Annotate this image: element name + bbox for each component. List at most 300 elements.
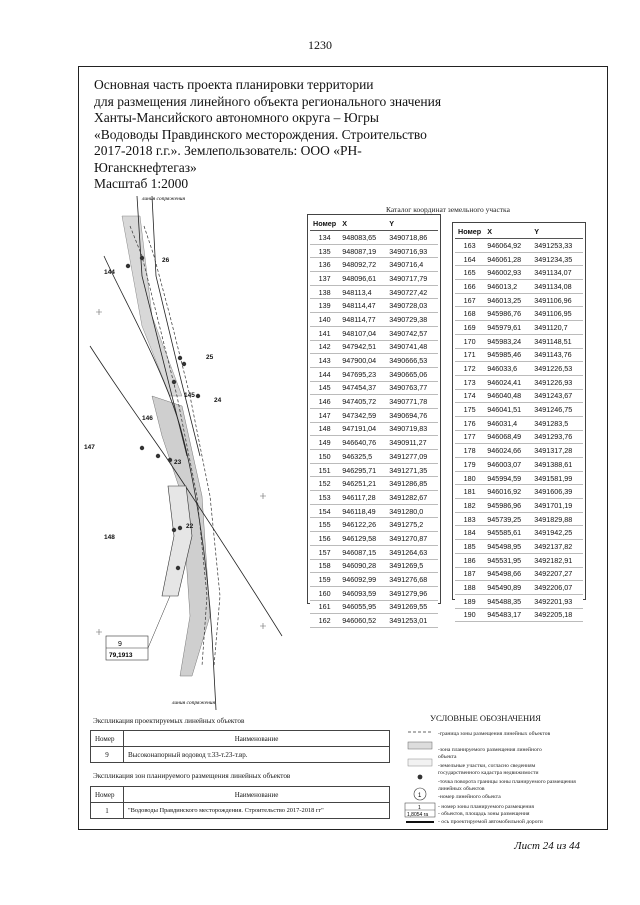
x-coordinate: 945983,24 <box>484 334 531 348</box>
y-coordinate: 3490742,57 <box>386 326 438 340</box>
y-coordinate: 3491829,88 <box>531 512 583 526</box>
object-area: 79,1913 <box>109 652 133 659</box>
y-coordinate: 3491701,19 <box>531 499 583 513</box>
coordinate-row <box>310 408 438 422</box>
x-coordinate: 946068,49 <box>484 430 531 444</box>
coordinate-row <box>310 422 438 436</box>
x-coordinate: 948087,19 <box>339 244 386 258</box>
x-coordinate: 946060,52 <box>339 614 386 628</box>
y-coordinate: 3491106,95 <box>531 307 583 321</box>
point-number: 175 <box>455 403 484 417</box>
y-coordinate: 3491275,2 <box>386 518 438 532</box>
point-number: 162 <box>310 614 339 628</box>
turning-point <box>140 256 144 260</box>
expl-header-name: Наименование <box>124 787 390 803</box>
coordinate-row <box>455 594 583 608</box>
point-number: 141 <box>310 326 339 340</box>
point-number: 186 <box>455 553 484 567</box>
x-coordinate: 947942,51 <box>339 340 386 354</box>
x-coordinate: 945531,95 <box>484 553 531 567</box>
y-coordinate: 3491269,55 <box>386 600 438 614</box>
coordinate-row <box>310 504 438 518</box>
y-coordinate: 3491246,75 <box>531 403 583 417</box>
point-number: 189 <box>455 594 484 608</box>
coordinate-row <box>455 430 583 444</box>
road-axis-symbol <box>404 818 436 826</box>
x-coordinate: 946087,15 <box>339 545 386 559</box>
x-coordinate: 947342,59 <box>339 408 386 422</box>
y-coordinate: 3491276,68 <box>386 573 438 587</box>
coordinate-row <box>310 244 438 258</box>
coordinate-row <box>310 231 438 245</box>
turning-point-symbol <box>418 775 423 780</box>
x-coordinate: 946024,66 <box>484 444 531 458</box>
y-coordinate: 3491148,51 <box>531 334 583 348</box>
point-number: 158 <box>310 559 339 573</box>
x-coordinate: 945585,61 <box>484 526 531 540</box>
coordinate-row <box>455 375 583 389</box>
point-number: 152 <box>310 477 339 491</box>
turning-point <box>172 528 176 532</box>
x-coordinate: 945986,96 <box>484 499 531 513</box>
coordinate-row <box>310 313 438 327</box>
legend-item: -номер линейного объекта <box>438 794 501 800</box>
y-coordinate: 3491269,5 <box>386 559 438 573</box>
coordinate-row <box>310 354 438 368</box>
title-line: «Водоводы Правдинского месторождения. Строительство <box>94 126 427 142</box>
col-header-y: Y <box>386 217 438 231</box>
legend-item: -зона планируемого размещения линейного объекта <box>438 747 542 760</box>
coordinate-row <box>455 567 583 581</box>
point-label: 145 <box>184 392 195 399</box>
catalog-title: Каталог координат земельного участка <box>386 205 510 214</box>
catalog-table-left-frame <box>307 214 441 626</box>
coordinate-row <box>310 518 438 532</box>
y-coordinate: 3491282,67 <box>386 491 438 505</box>
x-coordinate: 946024,41 <box>484 375 531 389</box>
x-coordinate: 947191,04 <box>339 422 386 436</box>
point-number: 188 <box>455 581 484 595</box>
point-number: 177 <box>455 430 484 444</box>
title-line: Юганскнефтегаз» <box>94 159 197 175</box>
y-coordinate: 3490716,93 <box>386 244 438 258</box>
coordinate-row <box>310 272 438 286</box>
y-coordinate: 3491253,33 <box>531 239 583 253</box>
coordinate-row <box>310 285 438 299</box>
y-coordinate: 3491134,07 <box>531 266 583 280</box>
coordinate-row <box>310 450 438 464</box>
point-number: 185 <box>455 540 484 554</box>
point-number: 187 <box>455 567 484 581</box>
coordinate-row <box>455 389 583 403</box>
coordinate-row <box>310 559 438 573</box>
point-number: 168 <box>455 307 484 321</box>
point-number: 145 <box>310 381 339 395</box>
y-coordinate: 3490727,42 <box>386 285 438 299</box>
point-number: 155 <box>310 518 339 532</box>
x-coordinate: 946122,26 <box>339 518 386 532</box>
y-coordinate: 3491293,76 <box>531 430 583 444</box>
x-coordinate: 945488,35 <box>484 594 531 608</box>
point-label: 147 <box>84 444 95 451</box>
top-conjugation-label: линия сопряжения <box>142 196 186 202</box>
x-coordinate: 945498,66 <box>484 567 531 581</box>
coordinate-row <box>310 573 438 587</box>
y-coordinate: 3490771,78 <box>386 395 438 409</box>
col-header-number: Номер <box>310 217 339 231</box>
point-number: 161 <box>310 600 339 614</box>
x-coordinate: 946251,21 <box>339 477 386 491</box>
title-line: Основная часть проекта планировки территории <box>94 77 374 92</box>
point-number: 150 <box>310 450 339 464</box>
y-coordinate: 3491286,85 <box>386 477 438 491</box>
coordinate-row <box>310 299 438 313</box>
y-coordinate: 3491942,25 <box>531 526 583 540</box>
point-number: 176 <box>455 416 484 430</box>
y-coordinate: 3490719,83 <box>386 422 438 436</box>
x-coordinate: 948107,04 <box>339 326 386 340</box>
point-number: 147 <box>310 408 339 422</box>
coordinate-row <box>455 293 583 307</box>
point-number: 169 <box>455 321 484 335</box>
planning-map <box>82 196 292 710</box>
coordinate-row <box>455 485 583 499</box>
legend-item: -граница зоны размещения линейных объектов <box>438 731 551 737</box>
point-number: 154 <box>310 504 339 518</box>
y-coordinate: 3491134,08 <box>531 280 583 294</box>
coordinate-row <box>455 553 583 567</box>
legend-item: -точка поворота границы зоны планируемого размещения линейных объектов <box>438 779 576 792</box>
point-number: 148 <box>310 422 339 436</box>
point-number: 137 <box>310 272 339 286</box>
legend-item: - ось проектируемой автомобильной дороги <box>438 819 543 825</box>
cadastre-parcel <box>122 216 182 396</box>
sheet-label: Лист 24 из 44 <box>514 840 580 852</box>
y-coordinate: 3490665,06 <box>386 367 438 381</box>
expl-header-number: Номер <box>91 787 124 803</box>
turning-point <box>126 264 130 268</box>
point-number: 172 <box>455 362 484 376</box>
x-coordinate: 945483,17 <box>484 608 531 622</box>
y-coordinate: 3490741,48 <box>386 340 438 354</box>
y-coordinate: 3491243,67 <box>531 389 583 403</box>
coordinate-row <box>310 381 438 395</box>
x-coordinate: 946064,92 <box>484 239 531 253</box>
col-header-y: Y <box>531 225 583 239</box>
expl-row-number: 9 <box>91 747 124 763</box>
point-number: 180 <box>455 471 484 485</box>
turning-point <box>178 356 182 360</box>
y-coordinate: 3491581,99 <box>531 471 583 485</box>
coordinate-row <box>310 340 438 354</box>
coordinate-row <box>455 348 583 362</box>
point-number: 179 <box>455 458 484 472</box>
x-coordinate: 945490,89 <box>484 581 531 595</box>
bottom-conjugation-label: линия сопряжения <box>172 700 216 706</box>
turning-point <box>196 394 200 398</box>
coordinate-row <box>455 444 583 458</box>
point-label: 144 <box>104 269 115 276</box>
coordinate-row <box>310 326 438 340</box>
x-coordinate: 946092,99 <box>339 573 386 587</box>
x-coordinate: 946325,5 <box>339 450 386 464</box>
x-coordinate: 947900,04 <box>339 354 386 368</box>
point-number: 151 <box>310 463 339 477</box>
x-coordinate: 945979,61 <box>484 321 531 335</box>
point-label: 26 <box>162 257 170 264</box>
x-coordinate: 946129,58 <box>339 532 386 546</box>
coordinate-row <box>310 436 438 450</box>
y-coordinate: 3491388,61 <box>531 458 583 472</box>
expl-header-number: Номер <box>91 731 124 747</box>
expl-row-number: 1 <box>91 803 124 819</box>
point-number: 163 <box>455 239 484 253</box>
coordinate-row <box>455 362 583 376</box>
y-coordinate: 3491271,35 <box>386 463 438 477</box>
coordinate-row <box>455 321 583 335</box>
point-number: 143 <box>310 354 339 368</box>
x-coordinate: 948114,77 <box>339 313 386 327</box>
x-coordinate: 947454,37 <box>339 381 386 395</box>
turning-point <box>156 454 160 458</box>
y-coordinate: 3491253,01 <box>386 614 438 628</box>
title-line: 2017-2018 г.г.». Землепользователь: ООО «РН- <box>94 143 362 158</box>
point-number: 181 <box>455 485 484 499</box>
y-coordinate: 3492207,27 <box>531 567 583 581</box>
point-number: 165 <box>455 266 484 280</box>
col-header-x: X <box>484 225 531 239</box>
y-coordinate: 3491606,39 <box>531 485 583 499</box>
x-coordinate: 948096,61 <box>339 272 386 286</box>
x-coordinate: 946118,49 <box>339 504 386 518</box>
title-line: Ханты-Мансийского автономного округа – Югры <box>94 110 379 125</box>
coordinate-row <box>455 526 583 540</box>
coordinate-row <box>455 334 583 348</box>
point-number: 139 <box>310 299 339 313</box>
zone-number: 1 <box>418 805 421 811</box>
point-number: 135 <box>310 244 339 258</box>
x-coordinate: 948083,65 <box>339 231 386 245</box>
point-number: 184 <box>455 526 484 540</box>
coordinate-row <box>455 512 583 526</box>
x-coordinate: 948092,72 <box>339 258 386 272</box>
y-coordinate: 3490694,76 <box>386 408 438 422</box>
point-number: 149 <box>310 436 339 450</box>
legend-symbols <box>404 726 436 826</box>
y-coordinate: 3491270,87 <box>386 532 438 546</box>
y-coordinate: 3492137,82 <box>531 540 583 554</box>
coordinate-row <box>310 491 438 505</box>
catalog-table-right-frame <box>452 222 586 620</box>
point-number: 160 <box>310 586 339 600</box>
turning-point <box>176 566 180 570</box>
point-number: 182 <box>455 499 484 513</box>
catalog-table-right <box>455 225 583 622</box>
coordinate-row <box>310 258 438 272</box>
point-label: 22 <box>186 523 194 530</box>
legend-item: -земельные участки, согласно сведениям государственного кадастра недвижимости <box>438 763 539 776</box>
y-coordinate: 3491317,28 <box>531 444 583 458</box>
point-number: 170 <box>455 334 484 348</box>
point-label: 146 <box>142 415 153 422</box>
turning-point <box>182 362 186 366</box>
x-coordinate: 945985,46 <box>484 348 531 362</box>
coordinate-row <box>455 540 583 554</box>
coordinate-row <box>455 416 583 430</box>
point-number: 171 <box>455 348 484 362</box>
coordinate-row <box>455 266 583 280</box>
y-coordinate: 3491280,0 <box>386 504 438 518</box>
y-coordinate: 3490717,79 <box>386 272 438 286</box>
x-coordinate: 946002,93 <box>484 266 531 280</box>
x-coordinate: 948114,47 <box>339 299 386 313</box>
x-coordinate: 945994,59 <box>484 471 531 485</box>
x-coordinate: 947695,23 <box>339 367 386 381</box>
point-label: 148 <box>104 534 115 541</box>
scale-label: Масштаб 1:2000 <box>94 176 189 191</box>
explication-objects-table <box>90 730 390 763</box>
point-number: 166 <box>455 280 484 294</box>
point-number: 173 <box>455 375 484 389</box>
y-coordinate: 3490763,77 <box>386 381 438 395</box>
x-coordinate: 946295,71 <box>339 463 386 477</box>
x-coordinate: 946090,28 <box>339 559 386 573</box>
x-coordinate: 946013,25 <box>484 293 531 307</box>
y-coordinate: 3491226,53 <box>531 362 583 376</box>
point-label: 23 <box>174 459 182 466</box>
point-number: 134 <box>310 231 339 245</box>
x-coordinate: 945986,76 <box>484 307 531 321</box>
coordinate-row <box>310 614 438 628</box>
page-number: 1230 <box>308 38 332 52</box>
y-coordinate: 3491264,63 <box>386 545 438 559</box>
x-coordinate: 946013,2 <box>484 280 531 294</box>
y-coordinate: 3491277,09 <box>386 450 438 464</box>
y-coordinate: 3490911,27 <box>386 436 438 450</box>
explication-zones-table <box>90 786 390 819</box>
y-coordinate: 3491234,35 <box>531 252 583 266</box>
y-coordinate: 3491279,96 <box>386 586 438 600</box>
y-coordinate: 3492206,07 <box>531 581 583 595</box>
zone-area: 1,8054 га <box>407 812 429 818</box>
coordinate-row <box>310 600 438 614</box>
turning-point <box>140 446 144 450</box>
point-number: 183 <box>455 512 484 526</box>
x-coordinate: 946061,28 <box>484 252 531 266</box>
coordinate-row <box>455 499 583 513</box>
col-header-x: X <box>339 217 386 231</box>
point-number: 178 <box>455 444 484 458</box>
catalog-table-left <box>310 217 438 628</box>
col-header-number: Номер <box>455 225 484 239</box>
legend-item: - объектов, площадь зоны размещения <box>438 811 530 817</box>
coordinate-row <box>455 458 583 472</box>
explication-objects-title: Экспликация проектируемых линейных объектов <box>93 717 245 725</box>
cadastre-symbol <box>408 759 432 766</box>
coordinate-row <box>310 586 438 600</box>
x-coordinate: 945498,95 <box>484 540 531 554</box>
x-coordinate: 946055,95 <box>339 600 386 614</box>
turning-point <box>168 458 172 462</box>
x-coordinate: 946640,76 <box>339 436 386 450</box>
coordinate-row <box>310 477 438 491</box>
expl-row-name: Высоконапорный водовод т.33-т.23-т.вр. <box>124 747 390 763</box>
y-coordinate: 3492205,18 <box>531 608 583 622</box>
y-coordinate: 3491120,7 <box>531 321 583 335</box>
expl-row-name: "Водоводы Правдинского месторождения. Строительство 2017-2018 гг" <box>124 803 390 819</box>
point-number: 164 <box>455 252 484 266</box>
point-number: 174 <box>455 389 484 403</box>
coordinate-row <box>310 367 438 381</box>
legend-title: УСЛОВНЫЕ ОБОЗНАЧЕНИЯ <box>430 713 541 723</box>
x-coordinate: 946117,28 <box>339 491 386 505</box>
point-number: 146 <box>310 395 339 409</box>
point-number: 136 <box>310 258 339 272</box>
point-number: 167 <box>455 293 484 307</box>
x-coordinate: 946040,48 <box>484 389 531 403</box>
y-coordinate: 3490716,4 <box>386 258 438 272</box>
legend-item: - номер зоны планируемого размещения <box>438 804 534 810</box>
y-coordinate: 3490729,38 <box>386 313 438 327</box>
x-coordinate: 946003,07 <box>484 458 531 472</box>
y-coordinate: 3492201,93 <box>531 594 583 608</box>
point-number: 138 <box>310 285 339 299</box>
point-number: 157 <box>310 545 339 559</box>
explication-zones-title: Экспликация зон планируемого размещения линейных объектов <box>93 772 291 780</box>
point-number: 140 <box>310 313 339 327</box>
zone-fill-symbol <box>408 742 432 749</box>
coordinate-row <box>455 403 583 417</box>
coordinate-row <box>455 471 583 485</box>
point-number: 153 <box>310 491 339 505</box>
y-coordinate: 3490728,03 <box>386 299 438 313</box>
point-number: 159 <box>310 573 339 587</box>
y-coordinate: 3491283,5 <box>531 416 583 430</box>
point-number: 144 <box>310 367 339 381</box>
coordinate-row <box>455 581 583 595</box>
coordinate-row <box>310 545 438 559</box>
y-coordinate: 3490666,53 <box>386 354 438 368</box>
x-coordinate: 946031,4 <box>484 416 531 430</box>
coordinate-row <box>310 532 438 546</box>
point-label: 25 <box>206 354 214 361</box>
title-line: для размещения линейного объекта регионального значения <box>94 93 442 109</box>
x-coordinate: 948113,4 <box>339 285 386 299</box>
x-coordinate: 945739,25 <box>484 512 531 526</box>
road-lines <box>90 196 282 710</box>
y-coordinate: 3491106,96 <box>531 293 583 307</box>
coordinate-row <box>455 252 583 266</box>
turning-point <box>172 380 176 384</box>
point-label: 24 <box>214 397 222 404</box>
coordinate-row <box>455 280 583 294</box>
y-coordinate: 3491226,93 <box>531 375 583 389</box>
coordinate-row <box>455 608 583 622</box>
expl-header-name: Наименование <box>124 731 390 747</box>
coordinate-row <box>455 239 583 253</box>
y-coordinate: 3491143,76 <box>531 348 583 362</box>
coordinate-row <box>310 463 438 477</box>
y-coordinate: 3490718,86 <box>386 231 438 245</box>
point-number: 142 <box>310 340 339 354</box>
y-coordinate: 3492182,91 <box>531 553 583 567</box>
point-number: 156 <box>310 532 339 546</box>
turning-point <box>178 526 182 530</box>
point-number: 190 <box>455 608 484 622</box>
document-title <box>94 77 514 193</box>
x-coordinate: 946016,92 <box>484 485 531 499</box>
x-coordinate: 946033,6 <box>484 362 531 376</box>
